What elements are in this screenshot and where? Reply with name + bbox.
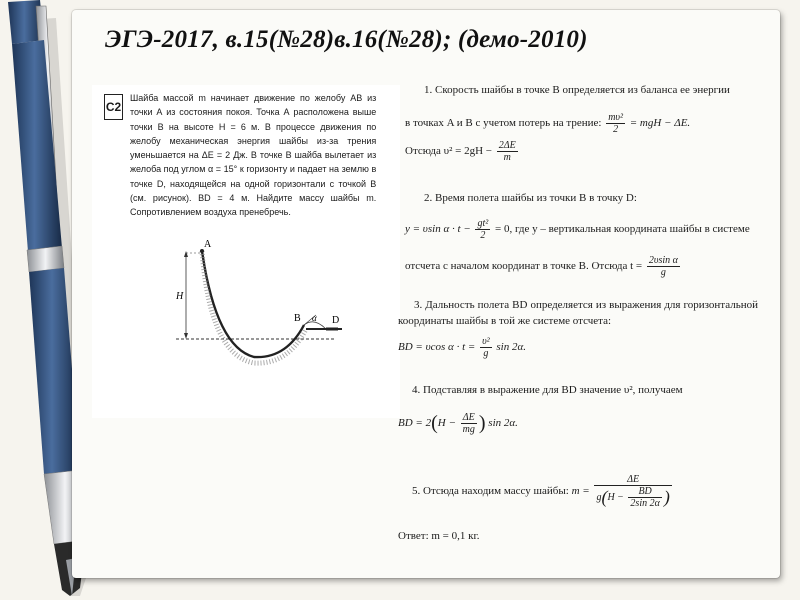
solution-step2-equation [405,218,750,241]
equation-part: BD = 2 [398,417,432,430]
equation-part: g [596,491,602,503]
fraction-num: BD [628,486,661,498]
equation-part: отсчета с началом координат в точке B. Отсюда t = [405,260,643,273]
solution-step2-line3 [405,255,682,278]
label-alpha: α [312,313,317,323]
solution-step5-text: 5. Отсюда находим массу шайбы: [412,485,569,498]
equation-part: BD = υcos α · t = [398,341,476,354]
fraction-den: g [483,348,489,359]
fraction-den: 2 [613,124,619,135]
solution-step1-line2 [405,112,690,135]
problem-label: С2 [104,94,123,120]
label-h: H [176,291,184,302]
fraction [497,140,518,163]
fraction [628,486,661,509]
fraction-num: ΔE [461,412,477,424]
fraction-num: 2υsin α [648,255,678,266]
solution-step4-line1: 4. Подставляя в выражение для BD значение υ², получаем [412,384,683,396]
solution-step3-equation [398,336,526,359]
equation-part: Отсюда υ² = 2gH − [405,145,493,158]
solution-step3-text: 3. Дальность полета BD определяется из выражения для горизонтальной координаты шайбы в той же системе отсчета: [398,299,758,327]
fraction [475,218,490,241]
equation-part: = mgH − ΔE. [629,117,691,130]
equation-part: m = [571,485,590,498]
fraction-num: gt² [477,218,489,229]
solution-step1-line1: 1. Скорость шайбы в точке В определяется из баланса ее энергии [424,84,730,96]
problem-figure [176,237,356,377]
fraction-den: 2 [480,230,486,241]
solution-step4-equation: BD = 2(H − $\frac{\Delta E}{mg}$ ) sin 2α. [398,412,518,435]
label-b: B [294,313,301,324]
fraction-num: mυ² [608,112,623,123]
equation-part: H − [437,417,456,430]
equation-part: y = υsin α · t − [405,223,471,236]
fraction-den: 2sin 2α [630,498,660,509]
fraction [461,412,477,435]
label-a: A [204,239,212,250]
fraction [606,112,625,135]
equation-part: sin 2α. [488,417,518,430]
fraction [480,336,492,359]
fraction-num: υ² [482,336,490,347]
page-title: ЭГЭ-2017, в.15(№28)в.16(№28); (демо-2010) [105,26,588,53]
label-d: D [332,315,340,326]
equation-part: H − [607,491,624,503]
equation-part: = 0, где y – вертикальная координата шайбы в системе [494,223,750,236]
fraction-den: m [503,152,511,163]
solution-step2-line1: 2. Время полета шайбы из точки B в точку D: [424,192,637,204]
fraction [647,255,680,278]
solution-step1-hence [405,140,520,163]
fraction-den: mg [462,424,475,435]
fraction-den: g(H − $\frac{BD}{2\sin 2\alpha}$ ) [596,486,670,509]
problem-text: Шайба массой m начинает движение по желобу АВ из точки А из состояния покоя. Точка А расположена выше точки В на высоте H = 6 м. В процессе движения по желобу механическая энергия шайбы из-за трения уменьшается на ΔE = 2 Дж. В точке В шайба вылетает из желоба под углом α = 15° к горизонту и падает на землю в точке D, находящейся на одной горизонтали с точкой В (см. рисунок). BD = 4 м. Найдите массу шайбы m. Сопротивлением воздуха пренебречь. [130,93,377,219]
fraction [594,474,671,509]
fraction-num: 2ΔE [498,140,516,151]
fraction-num: ΔE [594,474,671,486]
solution-step1-line2-text: в точках A и B с учетом потерь на трение: [405,117,602,130]
fraction-den: g [660,267,666,278]
problem-block [92,85,400,418]
equation-part: sin 2α. [496,341,527,354]
solution-step5 [412,474,674,509]
answer: Ответ: m = 0,1 кг. [398,530,480,542]
